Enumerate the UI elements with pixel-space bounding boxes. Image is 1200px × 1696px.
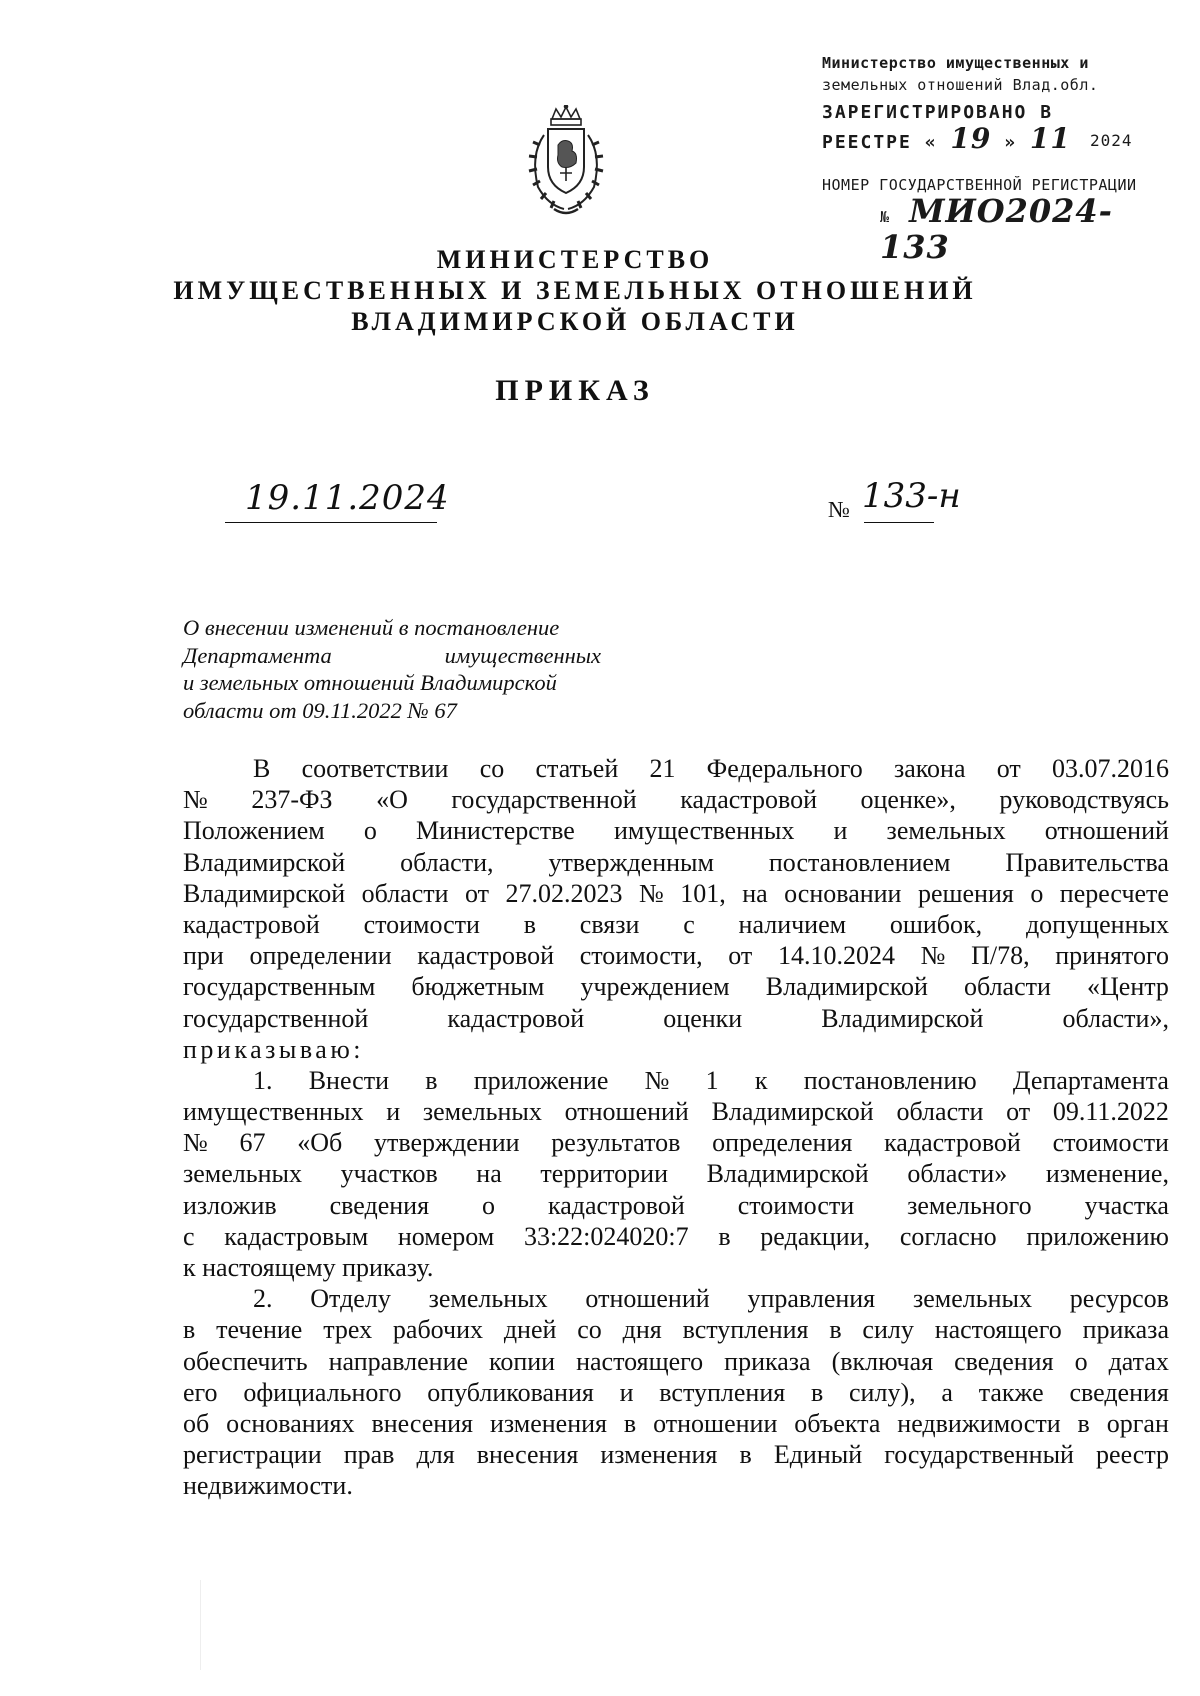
word: Положением <box>183 816 325 846</box>
ministry-title-line-3: ВЛАДИМИРСКОЙ ОБЛАСТИ <box>351 307 799 336</box>
subject-line-4: области от 09.11.2022 № 67 <box>183 697 457 723</box>
word: его <box>183 1377 218 1407</box>
word: кадастровой <box>417 941 555 971</box>
word: № <box>920 941 946 971</box>
word: руководствуясь <box>999 785 1169 815</box>
word: от <box>996 754 1021 783</box>
word: опубликования <box>427 1377 594 1407</box>
word: течение <box>216 1315 303 1345</box>
word: имущественных <box>613 816 795 846</box>
stamp-reg-number-handwritten: МИО2024-133 <box>880 192 1113 266</box>
word: ошибок, <box>889 909 983 939</box>
body-line <box>183 1346 1169 1377</box>
body-line <box>183 971 1169 1002</box>
word: имущественных <box>183 1097 364 1127</box>
word: государственный <box>884 1440 1074 1470</box>
stamp-year: 2024 <box>1090 131 1133 150</box>
word: определения <box>712 1128 853 1158</box>
word: внесения <box>476 1440 579 1470</box>
stamp-line-3: ЗАРЕГИСТРИРОВАНО В <box>822 102 1054 123</box>
word: участка <box>1084 1190 1169 1220</box>
word: области» <box>907 1159 1008 1189</box>
stamp-line-4 <box>822 122 1172 156</box>
word: от <box>465 878 490 908</box>
body-line <box>183 753 1169 784</box>
word: приказа <box>1082 1315 1169 1345</box>
stamp-registry-label: РЕЕСТРЕ « <box>822 132 938 153</box>
word: области <box>361 878 449 908</box>
word: номером <box>397 1221 495 1251</box>
word: сведения <box>954 1346 1054 1376</box>
word: наличием <box>738 909 847 939</box>
word: № <box>183 785 208 815</box>
coat-of-arms-icon <box>518 105 614 221</box>
stamp-number-sign: № <box>880 208 890 226</box>
body-line <box>183 1127 1169 1158</box>
body-line <box>183 1158 1169 1189</box>
word: дня <box>622 1315 662 1345</box>
body-line <box>183 784 1169 815</box>
word: трех <box>323 1315 373 1345</box>
word: и <box>833 816 848 846</box>
word: в <box>1077 1408 1090 1438</box>
word: рабочих <box>392 1315 483 1345</box>
word: № <box>644 1065 670 1095</box>
word: постановлением <box>768 847 951 877</box>
word: в <box>810 1377 824 1407</box>
word: оценки <box>663 1003 743 1033</box>
word: территории <box>540 1159 669 1189</box>
word: Владимирской <box>183 847 346 877</box>
word: сведения <box>329 1190 430 1220</box>
word: учреждением <box>580 972 730 1002</box>
word: Владимирской <box>765 972 928 1002</box>
word: 21 <box>649 754 676 783</box>
word: В <box>253 754 271 783</box>
word: о <box>1074 1346 1088 1376</box>
word: кадастровым <box>224 1221 369 1251</box>
body-line <box>183 1377 1169 1408</box>
order-body <box>183 753 1169 1502</box>
body-line <box>183 940 1169 971</box>
word: в <box>739 1440 752 1470</box>
word: Отделу <box>310 1284 391 1314</box>
body-line <box>183 878 1169 909</box>
word: настоящего <box>576 1346 704 1376</box>
word: государственной <box>183 1003 369 1033</box>
word: изменения <box>489 1408 607 1438</box>
word: земельных <box>183 1159 303 1189</box>
body-line <box>183 1283 1169 1314</box>
word: силу <box>862 1315 914 1345</box>
body-line <box>183 847 1169 878</box>
word: «Центр <box>1087 972 1169 1002</box>
word: 2. <box>253 1284 273 1314</box>
stamp-day-handwritten: 19 <box>950 122 992 155</box>
word: от <box>728 941 753 971</box>
word: также <box>978 1377 1044 1407</box>
subject-line-2 <box>183 642 601 670</box>
word: основании <box>784 878 902 908</box>
body-line <box>183 909 1169 940</box>
body-line <box>183 1190 1169 1221</box>
word: об <box>183 1408 210 1438</box>
word: и <box>619 1377 634 1407</box>
subject-line-2b: имущественных <box>444 642 601 668</box>
scan-artifact <box>200 1580 201 1670</box>
word: на <box>742 878 768 908</box>
body-line: к настоящему приказу. <box>183 1253 434 1282</box>
subject-line-1: О внесении изменений в постановление <box>183 615 560 640</box>
subject-line-2a: Департамента <box>183 642 332 668</box>
word: № <box>183 1128 208 1158</box>
word: 1 <box>705 1065 719 1095</box>
word: связи <box>579 909 640 939</box>
word: Правительства <box>1005 847 1169 877</box>
word: принятого <box>1055 941 1169 971</box>
word: в <box>718 1221 731 1251</box>
stamp-quote: » <box>1004 132 1018 153</box>
word: обеспечить <box>183 1346 308 1376</box>
word: к <box>754 1065 768 1095</box>
word: копии <box>489 1346 556 1376</box>
word: датах <box>1108 1346 1169 1376</box>
word: 1. <box>253 1065 273 1095</box>
word: определении <box>249 941 392 971</box>
word: с <box>683 909 695 939</box>
order-number-handwritten: 133-н <box>862 476 961 516</box>
word: 237-ФЗ <box>251 785 333 815</box>
word: в <box>425 1065 438 1095</box>
stamp-month-handwritten: 11 <box>1029 122 1071 155</box>
word: при <box>183 941 224 971</box>
word: стоимости, <box>579 941 703 971</box>
word: № <box>638 878 664 908</box>
word: о <box>482 1190 496 1220</box>
word: и <box>386 1097 401 1127</box>
word: 03.07.2016 <box>1051 754 1169 783</box>
ministry-title-line-1: МИНИСТЕРСТВО <box>436 245 714 274</box>
word: бюджетным <box>411 972 545 1002</box>
word: редакции, <box>760 1221 871 1251</box>
word: Федерального <box>706 754 863 783</box>
word: земельных <box>912 1284 1032 1314</box>
word: управления <box>747 1284 876 1314</box>
word: стоимости <box>737 1190 855 1220</box>
word: а <box>941 1377 953 1407</box>
word: Внести <box>308 1065 389 1095</box>
ministry-title-line-2: ИМУЩЕСТВЕННЫХ И ЗЕМЕЛЬНЫХ ОТНОШЕНИЙ <box>173 276 977 305</box>
body-line <box>183 1439 1169 1470</box>
word: 33:22:024020:7 <box>523 1221 689 1251</box>
stamp-line-1: Министерство имущественных и <box>822 54 1089 72</box>
word: со <box>577 1315 602 1345</box>
word: кадастровой <box>183 909 320 939</box>
word: (включая <box>831 1346 934 1376</box>
word: оценке», <box>860 785 956 815</box>
word: закона <box>893 754 966 783</box>
word: отношений <box>1044 816 1169 846</box>
word: приказа <box>724 1346 811 1376</box>
word: 101, <box>680 878 726 908</box>
word: 67 <box>239 1128 266 1158</box>
word: кадастровой <box>447 1003 585 1033</box>
word: от <box>1006 1097 1031 1127</box>
word: направление <box>328 1346 469 1376</box>
word: области», <box>1062 1003 1169 1033</box>
body-line <box>183 1065 1169 1096</box>
document-type-title: ПРИКАЗ <box>495 374 655 407</box>
word: в <box>523 909 537 939</box>
body-line <box>183 1408 1169 1439</box>
word: допущенных <box>1025 909 1169 939</box>
word: результатов <box>551 1128 681 1158</box>
word: орган <box>1106 1408 1169 1438</box>
word: кадастровой <box>548 1190 685 1220</box>
word: стоимости <box>1052 1128 1169 1158</box>
word: регистрации <box>183 1440 322 1470</box>
word: официального <box>243 1377 402 1407</box>
body-line <box>183 1314 1169 1345</box>
word: приложению <box>1026 1221 1169 1251</box>
word: недвижимости <box>897 1408 1061 1438</box>
word: объекта <box>794 1408 881 1438</box>
word: Министерстве <box>415 816 575 846</box>
word: о <box>363 816 377 846</box>
word: Владимирской <box>821 1003 984 1033</box>
word: прав <box>343 1440 395 1470</box>
order-date-handwritten: 19.11.2024 <box>245 478 450 518</box>
word: постановлению <box>803 1065 977 1095</box>
word: государственной <box>451 785 637 815</box>
word: с <box>183 1221 195 1251</box>
word: кадастровой <box>680 785 817 815</box>
word: статьей <box>535 754 619 783</box>
stamp-line-2: земельных отношений Влад.обл. <box>822 76 1099 94</box>
word: соответствии <box>301 754 449 783</box>
word: Единый <box>773 1440 863 1470</box>
word: стоимости <box>363 909 480 939</box>
word: в <box>183 1315 196 1345</box>
word: государственным <box>183 972 376 1002</box>
stamp-line-5: НОМЕР ГОСУДАРСТВЕННОЙ РЕГИСТРАЦИИ <box>822 176 1137 194</box>
order-subject <box>183 614 601 724</box>
word: земельных <box>886 816 1006 846</box>
word: отношений <box>585 1284 710 1314</box>
word: ресурсов <box>1069 1284 1169 1314</box>
word: изложив <box>183 1190 277 1220</box>
word: утверждении <box>374 1128 520 1158</box>
word: области <box>896 1097 984 1127</box>
word: Департамента <box>1012 1065 1169 1095</box>
word: вступления <box>682 1315 809 1345</box>
registration-stamp <box>822 52 1172 268</box>
word: изменение, <box>1045 1159 1169 1189</box>
word: отношений <box>564 1097 689 1127</box>
word: на <box>476 1159 502 1189</box>
word: П/78, <box>971 941 1030 971</box>
word: о <box>1030 878 1044 908</box>
word: вступления <box>659 1377 786 1407</box>
word: земельных <box>422 1097 542 1127</box>
word: области, <box>400 847 494 877</box>
word: «О <box>376 785 408 815</box>
word: изменения <box>600 1440 718 1470</box>
word: кадастровой <box>884 1128 1021 1158</box>
word: земельного <box>907 1190 1032 1220</box>
word: со <box>479 754 505 783</box>
word: реестр <box>1096 1440 1169 1470</box>
word: основаниях <box>226 1408 355 1438</box>
word: 14.10.2024 <box>777 941 895 971</box>
body-line <box>183 1096 1169 1127</box>
word: «Об <box>297 1128 343 1158</box>
body-line-order-verb: приказываю: <box>183 1034 364 1064</box>
word: для <box>416 1440 455 1470</box>
word: сведения <box>1069 1377 1169 1407</box>
word: силу), <box>849 1377 916 1407</box>
word: согласно <box>899 1221 997 1251</box>
word: утвержденным <box>548 847 714 877</box>
word: приложение <box>473 1065 609 1095</box>
word: Владимирской <box>183 878 346 908</box>
word: области <box>963 972 1051 1002</box>
word: решения <box>917 878 1014 908</box>
word: 09.11.2022 <box>1052 1097 1169 1127</box>
word: Владимирской <box>706 1159 869 1189</box>
word: дней <box>503 1315 557 1345</box>
word: настоящего <box>934 1315 1062 1345</box>
word: пересчете <box>1059 878 1169 908</box>
body-line <box>183 1221 1169 1252</box>
subject-line-3: и земельных отношений Владимирской <box>183 670 557 695</box>
body-line <box>183 815 1169 846</box>
word: земельных <box>428 1284 548 1314</box>
body-line: недвижимости. <box>183 1471 353 1501</box>
word: 27.02.2023 <box>505 878 623 908</box>
body-line <box>183 1003 1169 1034</box>
word: участков <box>340 1159 438 1189</box>
word: в <box>829 1315 842 1345</box>
word: отношении <box>653 1408 778 1438</box>
word: в <box>623 1408 637 1438</box>
order-number-sign: № <box>828 497 850 522</box>
word: Владимирской <box>711 1097 874 1127</box>
word: внесения <box>371 1408 474 1438</box>
